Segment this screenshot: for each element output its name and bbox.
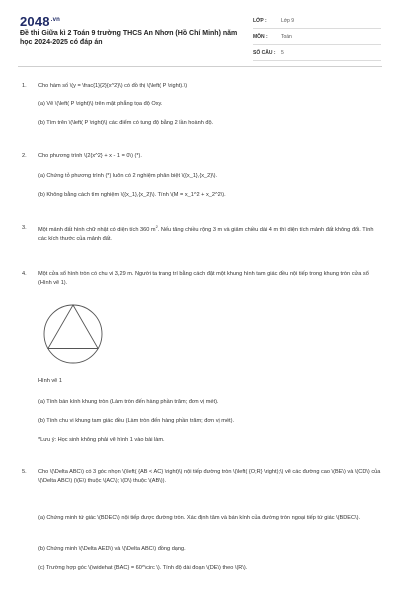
question-1-part-a: (a) Vẽ \(\left( P \right)\) trên mặt phẳng tọa độ Oxy.: [38, 101, 163, 107]
question-text: Cho hàm số \(y = \frac{1}{2}{x^2}\) có đồ thị \(\left( P \right).\): [38, 83, 188, 89]
question-text-part: Một mảnh đất hình chữ nhật có diện tích 360 m: [38, 226, 156, 233]
question-number: 5.: [22, 469, 27, 475]
question-5-part-c: (c) Trường hợp góc \(\widehat {BAC} = 60^\circ \). Tính độ dài đoạn \(DE\) theo \(R\).: [38, 565, 248, 571]
meta-value: 5: [281, 49, 284, 56]
question-4-part-a: (a) Tính bán kính khung tròn (Làm tròn đến hàng phần trăm; đơn vị mét).: [38, 399, 219, 405]
figure-caption: Hình vẽ 1: [38, 378, 62, 384]
question-text: Một cửa sổ hình tròn có chu vi 3,29 m. Người ta trang trí bằng cách đặt một khung hình tam giác đều nội tiếp trong khung tròn cửa sổ (Hình vẽ 1).: [38, 271, 369, 286]
logo-suffix: .vn: [50, 16, 61, 23]
question-5-part-b: (b) Chứng minh \(\Delta AED\) và \(\Delta ABC\) đồng dạng.: [38, 546, 186, 552]
figure-circle-triangle: [42, 303, 104, 365]
question-text: [38, 224, 382, 244]
question-2-part-a: (a) Chứng tỏ phương trình (*) luôn có 2 nghiệm phân biệt \({x_1},{x_2}\).: [38, 173, 218, 179]
question-5-part-a: (a) Chứng minh tứ giác \(BDEC\) nội tiếp được đường tròn. Xác định tâm và bán kính của đường tròn ngoại tiếp tứ giác \(BDEC\).: [38, 515, 361, 521]
question-text-part: . Nếu tăng chiều rộng 3 m và giảm chiều dài 4 m thì diện tích mảnh đất không đổi. Tính các kích thước của mảnh đất.: [38, 226, 374, 242]
logo-text: 2048: [20, 14, 50, 29]
question-4-part-b: (b) Tính chu vi khung tam giác đều (Làm tròn đến hàng phần trăm; đơn vị mét).: [38, 418, 235, 424]
meta-value: Lớp 9: [281, 17, 295, 24]
question-2-part-b: (b) Không bằng cách tìm nghiệm \({x_1},{x_2}\). Tính \(M = x_1^2 + x_2^2\).: [38, 192, 226, 198]
superscript: 2: [155, 224, 158, 229]
figure-triangle: [48, 305, 98, 349]
question-4-note: *Lưu ý: Học sinh không phải vẽ hình 1 vào bài làm.: [38, 437, 165, 443]
question-number: 2.: [22, 153, 27, 159]
question-1-part-b: (b) Tìm trên \(\left( P \right)\) các điểm có tung độ bằng 2 lần hoành độ.: [38, 120, 214, 126]
question-number: 1.: [22, 83, 27, 89]
figure-circle: [44, 305, 102, 363]
meta-key: MÔN :: [253, 33, 268, 40]
question-number: 4.: [22, 271, 27, 277]
question-text: Cho \(\Delta ABC\) có 3 góc nhọn \(\left( {AB < AC} \right)\) nội tiếp đường tròn \(\left( {O;R} \right);\) vẽ các đường cao \(BE\) và \(CD\) của \(\Delta ABC\) (\(E\) thuộc \(AC\); \(D\) thuộc \(AB\)).: [38, 469, 381, 484]
meta-key: SỐ CÂU :: [253, 49, 276, 56]
meta-key: LỚP :: [253, 17, 267, 24]
meta-value: Toán: [281, 33, 292, 40]
question-number: 3.: [22, 225, 27, 231]
document-title: Đề thi Giữa kì 2 Toán 9 trường THCS An Nhơn (Hồ Chí Minh) năm học 2024-2025 có đáp án: [20, 30, 238, 46]
question-text: Cho phương trình \(2{x^2} + x - 1 = 0\) (*).: [38, 153, 142, 159]
